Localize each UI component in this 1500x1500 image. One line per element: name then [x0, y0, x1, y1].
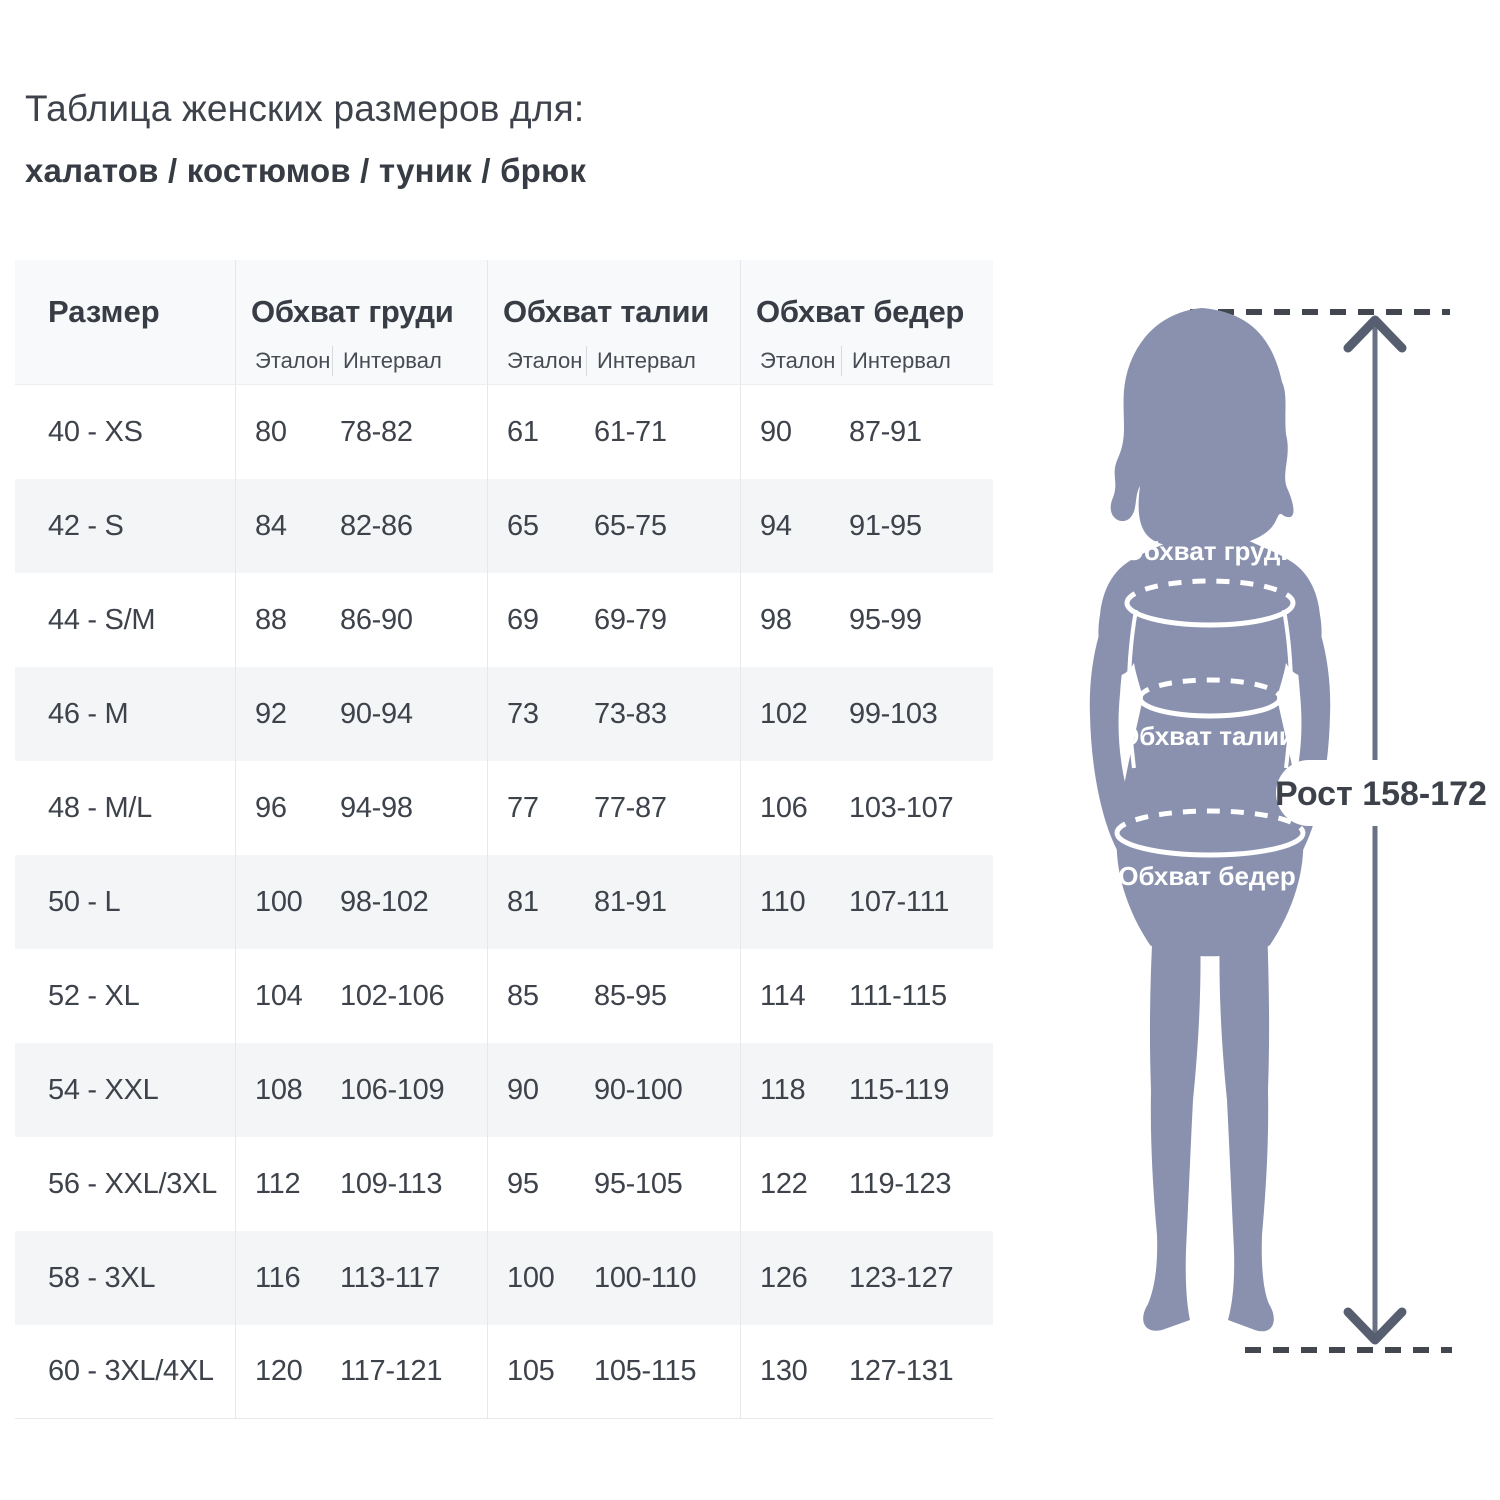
cell-waist-interval: 95-105 [594, 1167, 683, 1200]
column-header-size: Размер [48, 294, 160, 329]
cell-hip-interval: 123-127 [849, 1261, 954, 1294]
cell-chest-interval: 94-98 [340, 791, 413, 824]
subheader-interval: Интервал [597, 348, 696, 373]
column-group-hips-subheaders [740, 346, 993, 376]
cell-waist-etalon: 77 [507, 791, 539, 824]
cell-chest-etalon: 88 [255, 603, 287, 636]
height-value: Рост 158-172 [1275, 775, 1487, 813]
column-divider [235, 260, 236, 1419]
table-row [15, 479, 993, 573]
column-group-waist-subheaders [487, 346, 740, 376]
cell-waist-interval: 100-110 [594, 1261, 697, 1294]
silhouette-legs [1219, 925, 1273, 1331]
cell-waist-etalon: 85 [507, 979, 539, 1012]
bust-measure-label: Обхват груди [1123, 536, 1297, 566]
cell-hip-etalon: 122 [760, 1167, 808, 1200]
cell-hip-etalon: 126 [760, 1261, 808, 1294]
table-row [15, 385, 993, 479]
cell-chest-etalon: 96 [255, 791, 287, 824]
cell-chest-etalon: 116 [255, 1261, 301, 1294]
cell-size: 56 - XXL/3XL [48, 1167, 217, 1200]
cell-chest-etalon: 84 [255, 509, 287, 542]
woman-silhouette [1090, 508, 1330, 1331]
cell-waist-interval: 105-115 [594, 1355, 697, 1387]
cell-waist-etalon: 81 [507, 885, 539, 918]
subheader-etalon: Эталон [760, 348, 836, 373]
cell-chest-etalon: 80 [255, 415, 287, 448]
table-row [15, 1325, 993, 1419]
page-subtitle: халатов / костюмов / туник / брюк [25, 152, 587, 189]
table-row [15, 1043, 993, 1137]
column-divider [740, 260, 741, 1419]
cell-chest-etalon: 100 [255, 885, 303, 918]
cell-chest-interval: 90-94 [340, 697, 413, 730]
cell-chest-etalon: 120 [255, 1355, 303, 1387]
figure-svg [1050, 290, 1500, 1380]
cell-waist-etalon: 105 [507, 1355, 555, 1387]
cell-chest-interval: 86-90 [340, 603, 413, 636]
column-group-waist [487, 260, 740, 384]
cell-hip-etalon: 102 [760, 697, 808, 730]
table-row [15, 573, 993, 667]
cell-hip-interval: 119-123 [849, 1167, 952, 1200]
column-group-chest-subheaders [235, 346, 487, 376]
measurement-figure [1050, 290, 1500, 1380]
table-row [15, 1137, 993, 1231]
cell-size: 50 - L [48, 885, 121, 918]
cell-size: 48 - M/L [48, 791, 152, 824]
cell-chest-interval: 109-113 [340, 1167, 443, 1200]
column-divider [487, 260, 488, 1419]
cell-chest-interval: 117-121 [340, 1355, 443, 1387]
subheader-interval: Интервал [343, 348, 442, 373]
table-row [15, 855, 993, 949]
cell-chest-interval: 106-109 [340, 1073, 445, 1106]
cell-hip-etalon: 110 [760, 885, 806, 918]
cell-hip-interval: 91-95 [849, 509, 922, 542]
cell-hip-etalon: 98 [760, 603, 792, 636]
cell-waist-etalon: 100 [507, 1261, 555, 1294]
page-title: Таблица женских размеров для: [25, 88, 585, 129]
cell-waist-interval: 65-75 [594, 509, 667, 542]
cell-chest-etalon: 112 [255, 1167, 301, 1200]
cell-hip-etalon: 90 [760, 415, 792, 448]
cell-chest-interval: 82-86 [340, 509, 413, 542]
cell-size: 42 - S [48, 509, 124, 542]
column-group-hips-label: Обхват бедер [756, 294, 965, 329]
cell-waist-interval: 69-79 [594, 603, 667, 636]
column-group-chest-label: Обхват груди [251, 294, 454, 329]
cell-hip-interval: 111-115 [849, 979, 947, 1012]
cell-chest-interval: 113-117 [340, 1261, 441, 1294]
cell-chest-interval: 98-102 [340, 885, 429, 918]
cell-hip-etalon: 106 [760, 791, 808, 824]
cell-hip-interval: 127-131 [849, 1355, 954, 1387]
cell-waist-interval: 81-91 [594, 885, 667, 918]
cell-size: 44 - S/M [48, 603, 156, 636]
cell-chest-etalon: 108 [255, 1073, 303, 1106]
cell-waist-etalon: 73 [507, 697, 539, 730]
cell-waist-etalon: 69 [507, 603, 539, 636]
table-row [15, 949, 993, 1043]
waist-measure-label: Обхват талии [1119, 721, 1295, 751]
table-row [15, 667, 993, 761]
cell-waist-etalon: 61 [507, 415, 539, 448]
cell-waist-interval: 73-83 [594, 697, 667, 730]
column-group-waist-label: Обхват талии [503, 294, 710, 329]
cell-hip-interval: 107-111 [849, 885, 950, 918]
silhouette-hair [1111, 308, 1294, 549]
cell-hip-interval: 99-103 [849, 697, 938, 730]
cell-waist-etalon: 90 [507, 1073, 539, 1106]
cell-size: 58 - 3XL [48, 1261, 156, 1294]
cell-hip-etalon: 94 [760, 509, 792, 542]
cell-chest-etalon: 92 [255, 697, 287, 730]
cell-hip-interval: 103-107 [849, 791, 954, 824]
cell-waist-etalon: 65 [507, 509, 539, 542]
cell-hip-interval: 95-99 [849, 603, 922, 636]
cell-hip-etalon: 130 [760, 1355, 808, 1387]
cell-waist-etalon: 95 [507, 1167, 539, 1200]
subheader-etalon: Эталон [507, 348, 583, 373]
cell-chest-interval: 102-106 [340, 979, 445, 1012]
subheader-interval: Интервал [852, 348, 951, 373]
cell-size: 40 - XS [48, 415, 143, 448]
cell-waist-interval: 61-71 [594, 415, 667, 448]
size-table [15, 260, 993, 1419]
table-row [15, 761, 993, 855]
cell-size: 46 - M [48, 697, 129, 730]
cell-size: 52 - XL [48, 979, 140, 1012]
cell-waist-interval: 90-100 [594, 1073, 683, 1106]
cell-waist-interval: 77-87 [594, 791, 667, 824]
column-group-hips [740, 260, 993, 384]
cell-waist-interval: 85-95 [594, 979, 667, 1012]
silhouette-legs [1143, 925, 1200, 1331]
cell-size: 60 - 3XL/4XL [48, 1355, 214, 1387]
column-group-chest [235, 260, 487, 384]
table-header [15, 260, 993, 385]
cell-size: 54 - XXL [48, 1073, 159, 1106]
table-row [15, 1231, 993, 1325]
cell-chest-etalon: 104 [255, 979, 303, 1012]
hip-measure-label: Обхват бедер [1118, 861, 1296, 891]
subheader-etalon: Эталон [255, 348, 331, 373]
cell-chest-interval: 78-82 [340, 415, 413, 448]
cell-hip-etalon: 118 [760, 1073, 806, 1106]
cell-hip-etalon: 114 [760, 979, 806, 1012]
cell-hip-interval: 115-119 [849, 1073, 950, 1106]
cell-hip-interval: 87-91 [849, 415, 922, 448]
